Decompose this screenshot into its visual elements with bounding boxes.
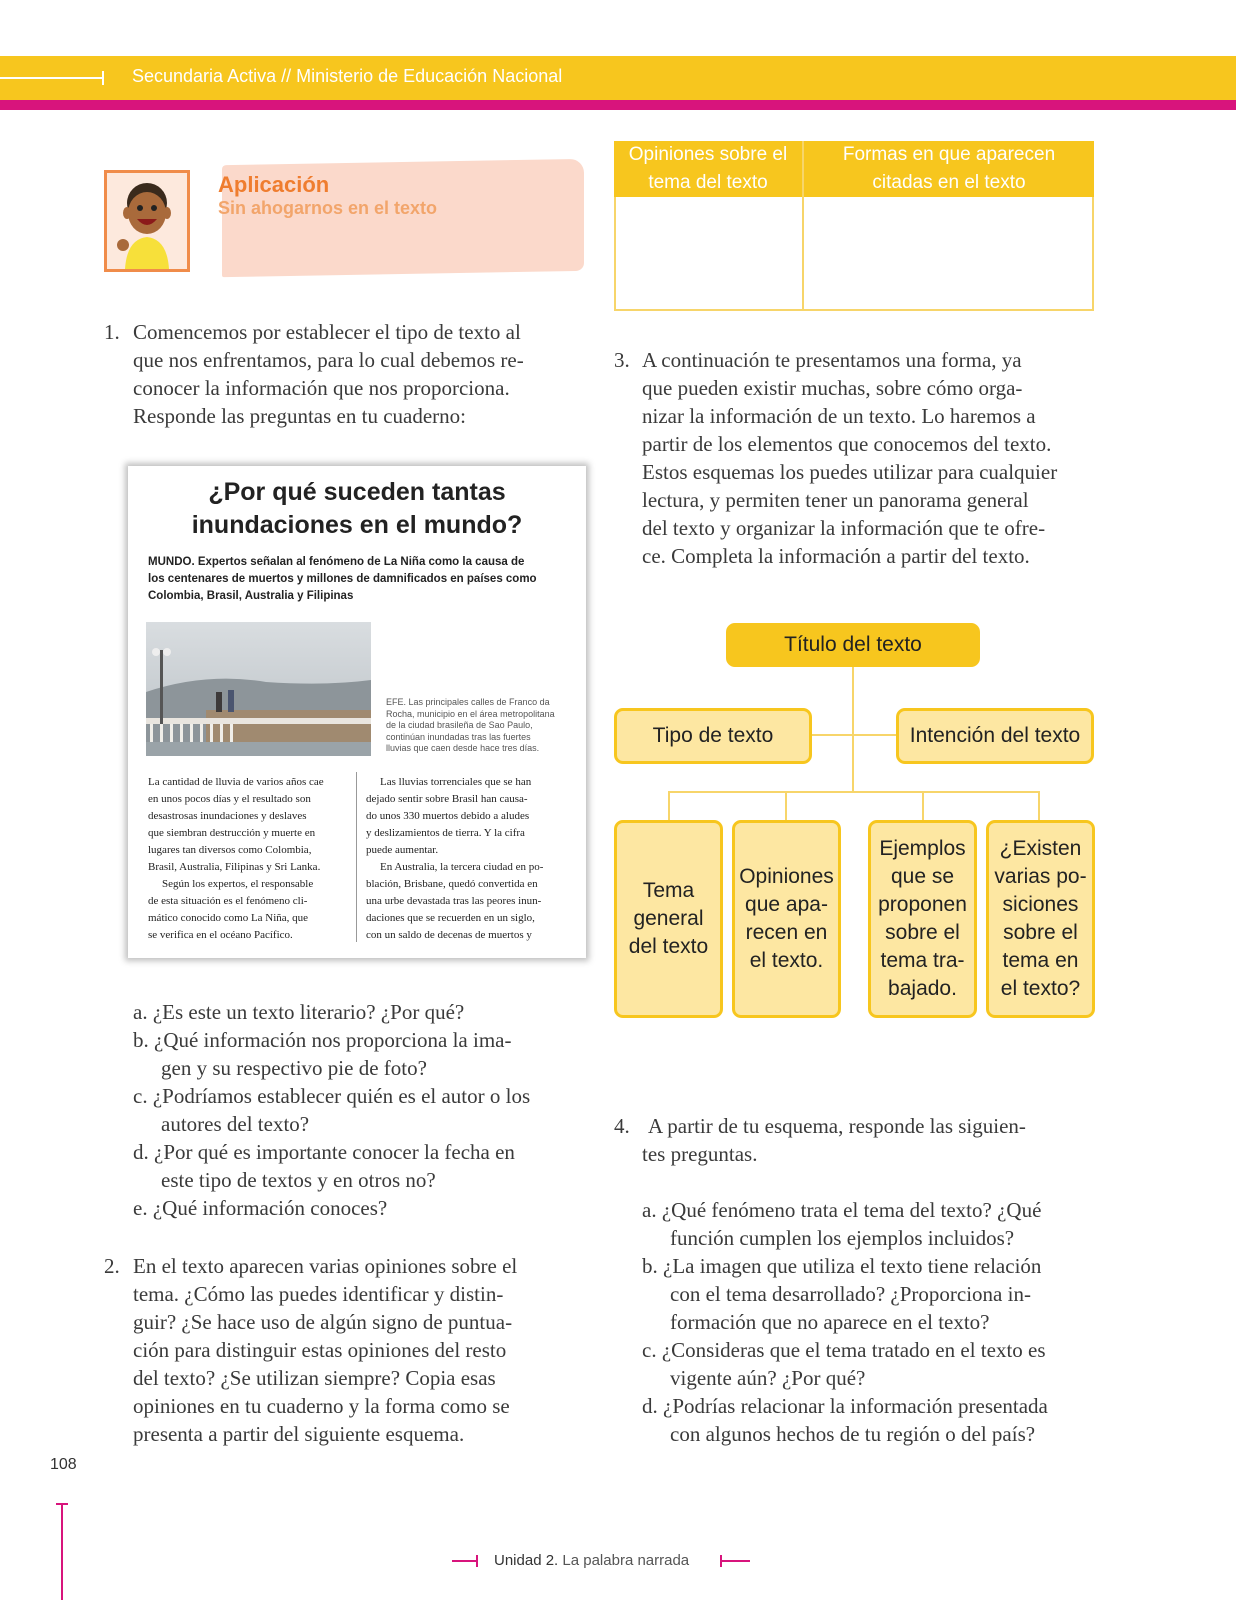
header-rule-tick: [102, 71, 104, 85]
clipping-column-2: Las lluvias torrenciales que se han dejado sentir sobre Brasil han causa- do unos 330 muertos debido a aludes y deslizamientos de tierra. Y la cifra puede aumentar. En Australia, la tercera ciudad en po- blación, Brisbane, quedó convertida en una urbe devastada tras las peores inun- daciones que se recuerden en un siglo, con un saldo de decenas de muertos y: [366, 776, 544, 941]
q1-sub-e: e. ¿Qué información conoces?: [133, 1196, 388, 1220]
q4-sub-d: d. ¿Podrías relacionar la información presentada con algunos hechos de tu región o del país?: [642, 1394, 1048, 1446]
diagram-intencion-box: Intención del texto: [896, 708, 1094, 764]
footer-dash-right: [720, 1560, 750, 1562]
q2-number: 2.: [104, 1254, 120, 1278]
diagram-title-box: Título del texto: [726, 623, 980, 667]
diagram-connector-leaf-4: [1038, 791, 1040, 821]
header-title: Secundaria Activa // Ministerio de Educación Nacional: [132, 66, 563, 86]
diagram-connector-leaf-2: [785, 791, 787, 821]
q1-sub-d: d. ¿Por qué es importante conocer la fecha en este tipo de textos y en otros no?: [133, 1140, 515, 1192]
diagram-connector-leaf-3: [922, 791, 924, 821]
q1-number: 1.: [104, 320, 120, 344]
q4-sub-a: a. ¿Qué fenómeno trata el tema del texto? ¿Qué función cumplen los ejemplos incluidos?: [642, 1198, 1042, 1250]
diagram-connector-middle: [810, 734, 896, 736]
opinion-table-cell-2: [804, 197, 1092, 309]
diagram-leaf-tema: Tema general del texto: [614, 820, 723, 1018]
diagram-connector-bottom: [668, 791, 1040, 793]
clipping-column-1: La cantidad de lluvia de varios años cae en unos pocos días y el resultado son desastrosas inundaciones y deslaves que siembran destrucción y muerte en lugares tan diversos como Colombia, Brasil, Australia, Filipinas y Sri Lanka. Según los expertos, el responsable de esta situación es el fenómeno cli- mático conocido como La Niña, que se verifica en el océano Pacífico.: [148, 776, 324, 941]
footer-dash-left-tick: [476, 1555, 478, 1567]
q4-text: A partir de tu esquema, responde las siguien- tes preguntas.: [642, 1114, 1026, 1166]
q4-sub-c: c. ¿Consideras que el tema tratado en el texto es vigente aún? ¿Por qué?: [642, 1338, 1046, 1390]
clipping-column-divider: [356, 772, 357, 942]
q1-sub-b: b. ¿Qué información nos proporciona la ima- gen y su respectivo pie de foto?: [133, 1028, 512, 1080]
q1-text: Comencemos por establecer el tipo de texto al que nos enfrentamos, para lo cual debemos re- conocer la información que nos proporciona. Responde las preguntas en tu cuaderno:: [133, 320, 524, 428]
header-rule: [0, 77, 104, 79]
q3-text: A continuación te presentamos una forma, ya que pueden existir muchas, sobre cómo orga- nizar la información de un texto. Lo haremos a partir de los elementos que conocemos del texto. Estos esquemas los puedes utilizar para cualquier lectura, y permiten tener un panorama general del texto y organizar la información que te ofre- ce. Completa la información a partir del texto.: [642, 348, 1058, 568]
q4-number: 4.: [614, 1114, 630, 1138]
diagram-leaf-ejemplos: Ejemplos que se proponen sobre el tema tra- bajado.: [868, 820, 977, 1018]
diagram-leaf-posiciones: ¿Existen varias po- siciones sobre el tema en el texto?: [986, 820, 1095, 1018]
q3-number: 3.: [614, 348, 630, 372]
q2-text: En el texto aparecen varias opiniones sobre el tema. ¿Cómo las puedes identificar y distin- guir? ¿Se hace uso de algún signo de puntua- ción para distinguir estas opiniones del resto del texto? ¿Se utilizan siempre? Copia esas opiniones en tu cuaderno y la forma como se presenta a partir del siguiente esquema.: [133, 1254, 518, 1446]
diagram-connector-trunk: [852, 664, 854, 792]
diagram-leaf-opiniones: Opiniones que apa- recen en el texto.: [732, 820, 841, 1018]
q4-sub-b: b. ¿La imagen que utiliza el texto tiene relación con el tema desarrollado? ¿Proporciona in- formación que no aparece en el texto?: [642, 1254, 1042, 1334]
opinion-table-cell-1: [616, 197, 802, 309]
mascot-frame: [104, 170, 190, 272]
clipping-headline: ¿Por qué suceden tantas inundaciones en el mundo?: [191, 478, 523, 539]
footer-unit: Unidad 2. La palabra narrada: [494, 1552, 690, 1569]
photo-caption: EFE. Las principales calles de Franco da Rocha, municipio en el área metropolitana de la ciudad brasileña de Sao Paulo, continúan inundadas tras las fuertes lluvias que caen desde hace tres días.: [386, 697, 555, 753]
header-pink-stripe: [0, 100, 1236, 110]
banner-title: Aplicación: [218, 172, 330, 197]
diagram-tipo-box: Tipo de texto: [614, 708, 812, 764]
opinion-table-col2-header: Formas en que aparecen citadas en el texto: [842, 144, 1056, 193]
q1-sub-a: a. ¿Es este un texto literario? ¿Por qué?: [133, 1000, 465, 1024]
q1-sub-c: c. ¿Podríamos establecer quién es el autor o los autores del texto?: [133, 1084, 531, 1136]
footer-dash-left: [452, 1560, 478, 1562]
flood-photo: [146, 622, 371, 756]
q4-subquestions: [642, 1196, 1122, 1448]
clipping-lead: MUNDO. Expertos señalan al fenómeno de La Niña como la causa de los centenares de muertos y millones de damnificados en países como Colombia, Brasil, Australia y Filipinas: [148, 556, 537, 602]
diagram-connector-leaf-1: [668, 791, 670, 821]
banner-subtitle: Sin ahogarnos en el texto: [218, 198, 438, 218]
page-number: 108: [50, 1456, 77, 1473]
opinion-table-col1-header: Opiniones sobre el tema del texto: [628, 144, 788, 193]
q1-subquestions: [133, 998, 603, 1222]
mascot-icon: [107, 173, 187, 269]
footer-rule: [61, 1503, 63, 1600]
